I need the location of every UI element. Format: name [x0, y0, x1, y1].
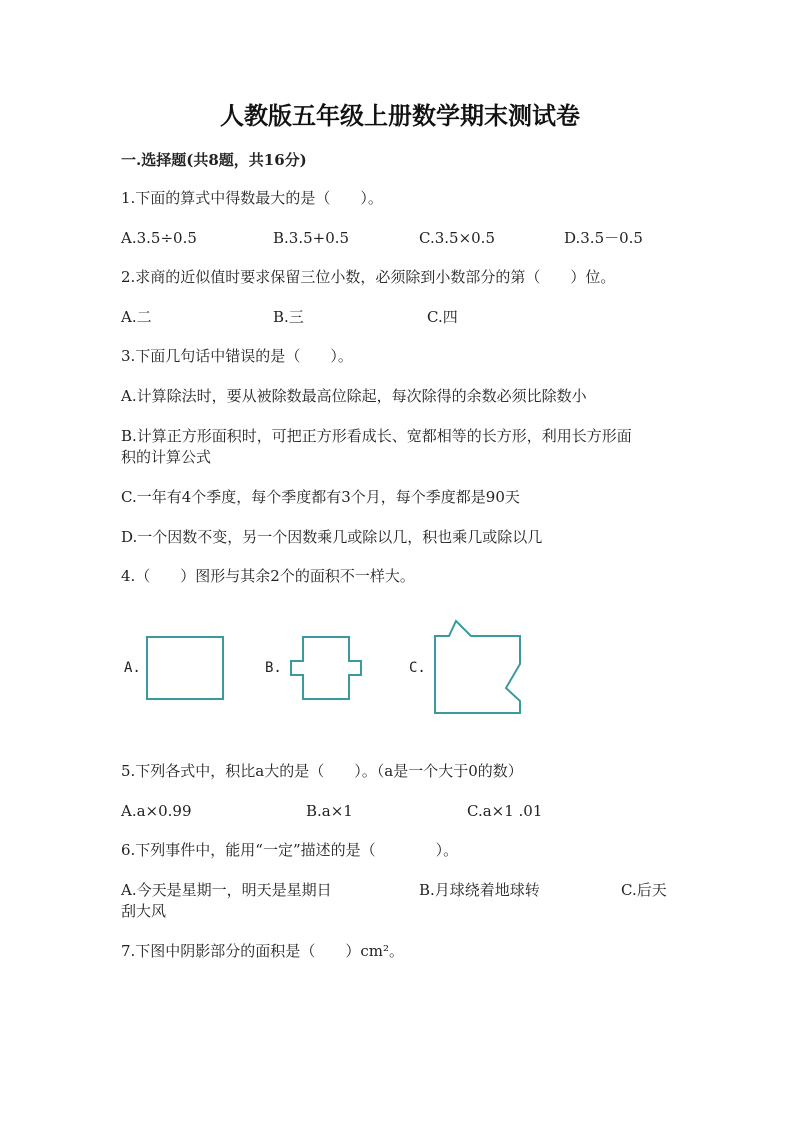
question-1-option-d: D.3.5－0.5 [564, 229, 643, 247]
figure-b-notched-shape [285, 630, 370, 706]
figure-label-c: C. [409, 660, 426, 676]
question-2-option-c: C.四 [427, 308, 458, 326]
figure-label-a: A. [124, 660, 141, 676]
question-5-option-b: B.a×1 [306, 802, 353, 820]
figure-a-rectangle [140, 630, 230, 706]
figure-label-b: B. [265, 660, 282, 676]
question-3-option-d: D.一个因数不变，另一个因数乘几或除以几，积也乘几或除以几 [121, 528, 543, 546]
question-1-option-a: A.3.5÷0.5 [121, 229, 197, 247]
question-3-option-b-line1: B.计算正方形面积时，可把正方形看成长、宽都相等的长方形，利用长方形面 [121, 427, 632, 445]
question-6-option-a: A.今天是星期一，明天是星期日 [121, 881, 332, 899]
question-6-option-c-continued: 刮大风 [121, 902, 167, 920]
question-1-option-c: C.3.5×0.5 [419, 229, 495, 247]
question-5-option-c: C.a×1 .01 [467, 802, 543, 820]
question-3-option-a: A.计算除法时，要从被除数最高位除起，每次除得的余数必须比除数小 [121, 387, 587, 405]
question-4-stem: 4.（ ）图形与其余2个的面积不一样大。 [121, 567, 415, 585]
section-heading: 一.选择题(共8题，共16分) [121, 151, 307, 169]
question-3-option-b-line2: 积的计算公式 [121, 448, 212, 466]
question-2-option-b: B.三 [273, 308, 304, 326]
figure-c-irregular-shape [428, 615, 528, 720]
question-2-option-a: A.二 [121, 308, 152, 326]
question-3-stem: 3.下面几句话中错误的是（ ）。 [121, 347, 353, 365]
question-3-option-c: C.一年有4个季度，每个季度都有3个月，每个季度都是90天 [121, 488, 520, 506]
question-1-stem: 1.下面的算式中得数最大的是（ ）。 [121, 189, 383, 207]
question-5-option-a: A.a×0.99 [121, 802, 192, 820]
question-1-option-b: B.3.5+0.5 [273, 229, 350, 247]
page-title: 人教版五年级上册数学期末测试卷 [220, 101, 580, 130]
question-6-option-b: B.月球绕着地球转 [419, 881, 540, 899]
question-5-stem: 5.下列各式中，积比a大的是（ ）。（a是一个大于0的数） [121, 762, 523, 780]
question-6-option-c: C.后天 [621, 881, 667, 899]
question-2-stem: 2.求商的近似值时要求保留三位小数，必须除到小数部分的第（ ）位。 [121, 268, 616, 286]
question-7-stem: 7.下图中阴影部分的面积是（ ）cm²。 [121, 942, 404, 960]
question-6-stem: 6.下列事件中，能用“一定”描述的是（ ）。 [121, 841, 459, 859]
